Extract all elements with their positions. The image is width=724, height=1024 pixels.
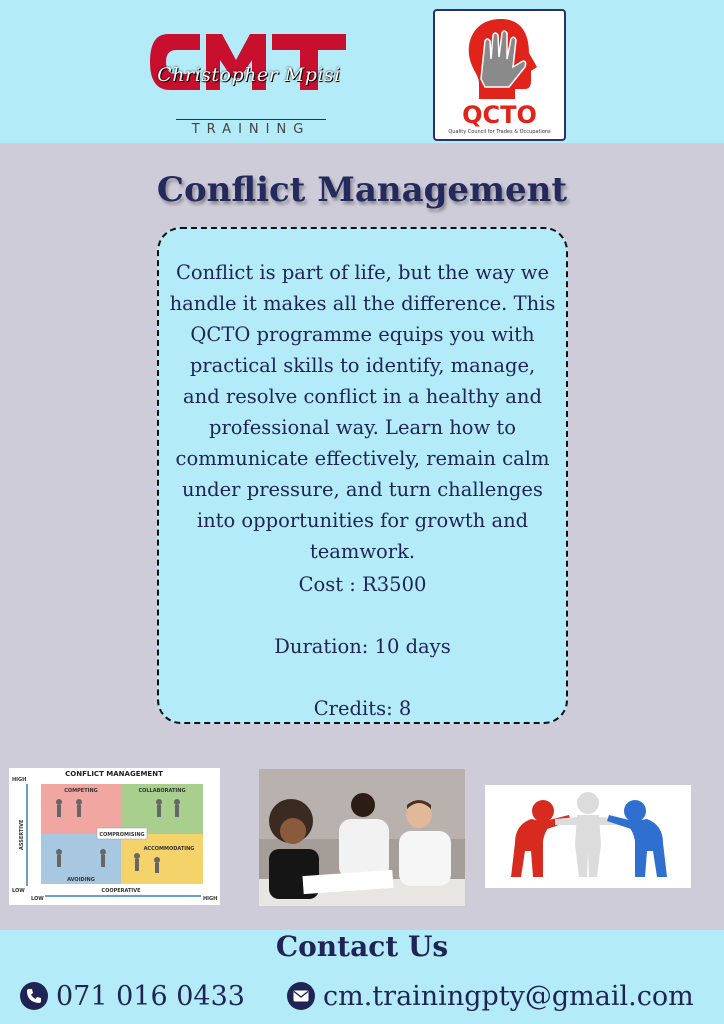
qcto-name: QCTO — [462, 101, 537, 129]
phone-icon — [20, 982, 48, 1010]
matrix-low-label: LOW — [12, 888, 25, 894]
hand-head-icon — [463, 17, 539, 101]
quadrant-accommodating: ACCOMMODATING — [143, 846, 195, 852]
matrix-x-low: LOW — [31, 896, 44, 902]
center-compromising: COMPROMISING — [99, 832, 145, 838]
conflict-matrix-image — [9, 768, 220, 905]
cmt-tagline: TRAINING — [191, 122, 311, 137]
conflict-figures-image — [485, 785, 691, 888]
contact-title: Contact Us — [275, 930, 449, 963]
quadrant-competing: COMPETING — [64, 788, 98, 794]
email-address[interactable]: cm.trainingpty@gmail.com — [323, 980, 694, 1012]
meeting-photo-graphic — [259, 769, 465, 906]
course-credits: Credits: 8 — [313, 697, 412, 720]
meeting-photo — [259, 769, 465, 906]
phone-contact[interactable] — [20, 976, 245, 1016]
email-contact[interactable] — [287, 976, 694, 1016]
matrix-title: CONFLICT MANAGEMENT — [65, 770, 163, 778]
header-banner — [0, 0, 724, 143]
qcto-subtitle: Quality Council for Trades & Occupations — [448, 129, 551, 135]
conflict-figures-graphic — [485, 785, 691, 888]
matrix-assertive-label: ASSERTIVE — [19, 819, 25, 850]
matrix-x-high: HIGH — [203, 896, 218, 902]
cmt-training-logo — [148, 26, 350, 137]
course-info-box — [157, 227, 568, 724]
course-duration: Duration: 10 days — [274, 635, 451, 658]
matrix-high-label: HIGH — [12, 777, 27, 783]
cmt-divider — [176, 119, 326, 120]
course-cost: Cost : R3500 — [298, 573, 427, 596]
quadrant-avoiding: AVOIDING — [67, 877, 95, 883]
conflict-matrix-graphic — [9, 768, 220, 905]
cmt-script-name: Christopher Mpisi — [157, 64, 341, 86]
phone-number[interactable]: 071 016 0433 — [56, 980, 245, 1012]
envelope-icon — [287, 982, 315, 1010]
page-title: Conflict Management — [156, 170, 568, 210]
qcto-logo — [433, 9, 566, 141]
quadrant-collaborating: COLLABORATING — [138, 788, 186, 794]
matrix-cooperative-label: COOPERATIVE — [101, 888, 141, 894]
course-description: Conflict is part of life, but the way we handle it makes all the difference. This QCTO programme equips you with practical skills to identify, manage, and resolve conflict in a healthy and professional way. Learn how to communicate effectively, remain calm under pressure, and turn challenges into opportunities for growth and teamwork. — [169, 261, 556, 563]
